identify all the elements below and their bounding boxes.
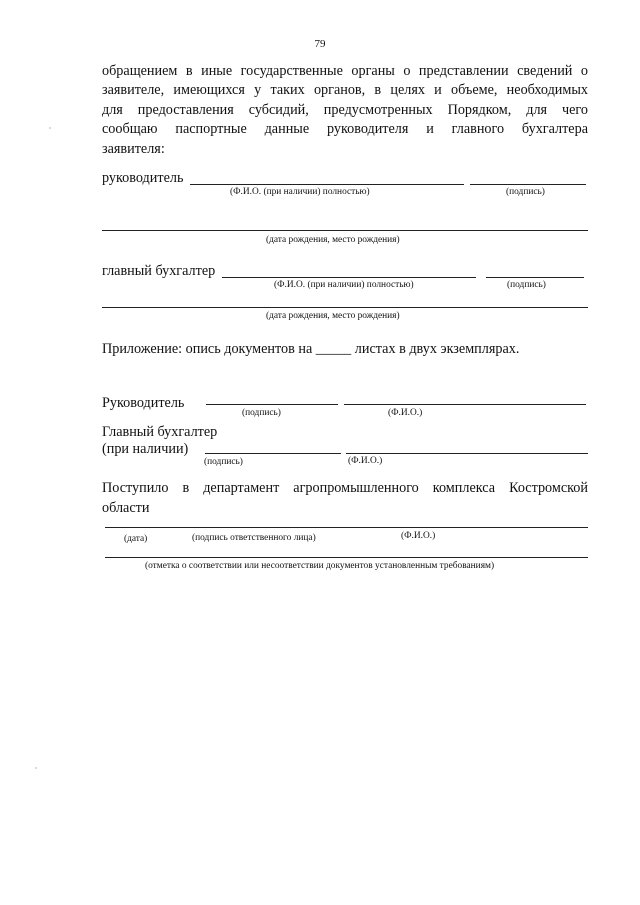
head-fio-line[interactable]	[190, 184, 464, 185]
signature-head-fio-caption: (Ф.И.О.)	[388, 408, 423, 418]
head-signature-line[interactable]	[470, 184, 586, 185]
head-fio-caption: (Ф.И.О. (при наличии) полностью)	[230, 187, 370, 197]
signature-accountant-label-optional: (при наличии)	[102, 441, 189, 457]
scan-speck	[49, 127, 51, 129]
signature-accountant-fio-caption: (Ф.И.О.)	[348, 456, 383, 466]
head-birth-line[interactable]	[102, 230, 588, 231]
paragraph-line: для предоставления субсидий, предусмотренных Порядком, для чего	[102, 101, 588, 118]
chief-accountant-fio-caption: (Ф.И.О. (при наличии) полностью)	[274, 280, 414, 290]
received-date-sign-line[interactable]	[105, 527, 588, 528]
signature-accountant-sign-caption: (подпись)	[204, 457, 243, 467]
paragraph-line: сообщаю паспортные данные руководителя и главного бухгалтера	[102, 121, 588, 138]
paragraph-line: обращением в иные государственные органы о представлении сведений о	[102, 63, 588, 79]
signature-head-sign-line[interactable]	[206, 404, 338, 405]
chief-accountant-signature-line[interactable]	[486, 277, 584, 278]
signature-head-label: Руководитель	[102, 395, 185, 411]
received-fio-caption: (Ф.И.О.)	[401, 531, 436, 541]
chief-accountant-fio-line[interactable]	[222, 277, 476, 278]
signature-head-fio-line[interactable]	[344, 404, 586, 405]
attachment-text: Приложение: опись документов на _____ листах в двух экземплярах.	[102, 341, 520, 357]
scan-speck	[35, 767, 37, 769]
head-signature-caption: (подпись)	[506, 187, 545, 197]
received-signature-caption: (подпись ответственного лица)	[192, 533, 316, 543]
received-line: Поступило в департамент агропромышленного комплекса Костромской	[102, 480, 588, 496]
received-compliance-caption: (отметка о соответствии или несоответствии документов установленным требованиям)	[145, 561, 495, 571]
paragraph-line: заявителе, имеющихся у таких органов, в целях и объеме, необходимых	[102, 82, 588, 99]
head-birth-caption: (дата рождения, место рождения)	[266, 235, 400, 245]
paragraph-line: заявителя:	[102, 140, 165, 157]
signature-accountant-sign-line[interactable]	[205, 453, 341, 454]
head-label: руководитель	[102, 170, 184, 186]
received-date-caption: (дата)	[124, 534, 148, 544]
chief-accountant-signature-caption: (подпись)	[507, 280, 546, 290]
received-text-line1	[102, 480, 588, 497]
chief-accountant-label: главный бухгалтер	[102, 263, 216, 279]
signature-accountant-fio-line[interactable]	[346, 453, 588, 454]
signature-head-sign-caption: (подпись)	[242, 408, 281, 418]
page-number: 79	[314, 38, 326, 50]
signature-accountant-label: Главный бухгалтер	[102, 424, 218, 440]
consent-paragraph	[102, 62, 588, 159]
received-text-line2: области	[102, 500, 150, 516]
chief-accountant-birth-caption: (дата рождения, место рождения)	[266, 311, 400, 321]
chief-accountant-birth-line[interactable]	[102, 307, 588, 308]
received-compliance-line[interactable]	[105, 557, 588, 558]
